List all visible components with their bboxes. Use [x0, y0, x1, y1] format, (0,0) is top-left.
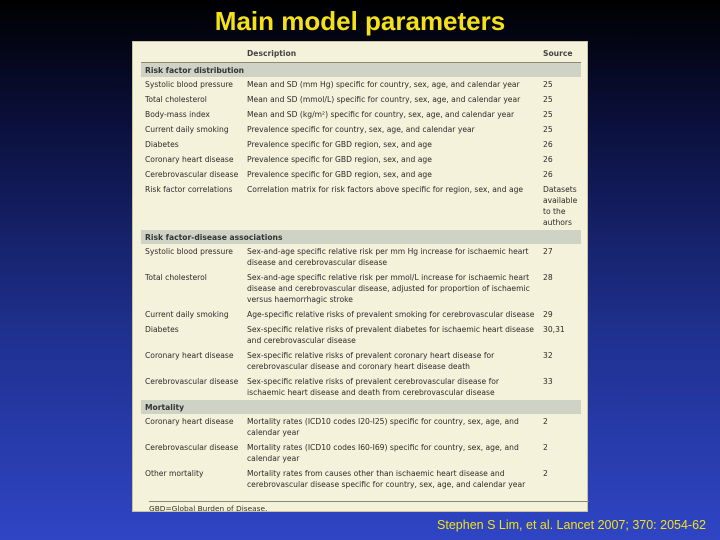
section-header-row [141, 400, 581, 414]
source-cell: 27 [543, 247, 553, 256]
source-cell: 25 [543, 110, 553, 119]
factor-cell: Other mortality [145, 469, 204, 478]
description-cell: Prevalence specific for country, sex, age, and calendar year [247, 125, 475, 134]
description-cell: Mean and SD (kg/m²) specific for country, sex, age, and calendar year [247, 110, 515, 119]
table-body [141, 63, 581, 493]
source-cell: 25 [543, 125, 553, 134]
table-header-row [141, 45, 581, 63]
factor-cell: Diabetes [145, 325, 179, 334]
table-row [141, 374, 581, 400]
factor-cell: Coronary heart disease [145, 351, 234, 360]
description-cell: Prevalence specific for GBD region, sex, and age [247, 155, 432, 164]
table-row [141, 270, 581, 307]
source-cell: 30,31 [543, 325, 565, 334]
factor-cell: Systolic blood pressure [145, 247, 233, 256]
header-factor [141, 45, 243, 63]
table-row [141, 348, 581, 374]
factor-cell: Body-mass index [145, 110, 210, 119]
table-row [141, 466, 581, 492]
table-row [141, 107, 581, 122]
description-cell: Sex-specific relative risks of prevalent coronary heart disease for cerebrovascular disease and coronary heart disease death [247, 351, 495, 371]
section-title: Risk factor-disease associations [141, 230, 581, 244]
parameters-table-image [132, 41, 588, 512]
description-cell: Sex-specific relative risks of prevalent cerebrovascular disease for ischaemic heart disease and death from cerebrovascular disease [247, 377, 500, 397]
description-cell: Correlation matrix for risk factors above specific for region, sex, and age [247, 185, 524, 194]
table-row [141, 77, 581, 92]
table-row [141, 307, 581, 322]
source-cell: 29 [543, 310, 553, 319]
factor-cell: Risk factor correlations [145, 185, 233, 194]
table-row [141, 152, 581, 167]
source-cell: 28 [543, 273, 553, 282]
factor-cell: Diabetes [145, 140, 179, 149]
description-cell: Sex-and-age specific relative risk per mmol/L increase for ischaemic heart disease and cerebrovascular disease, adjusted for proportion of ischaemic versus haemorrhagic stroke [247, 273, 530, 304]
table-row [141, 414, 581, 440]
table-row [141, 167, 581, 182]
description-cell: Prevalence specific for GBD region, sex, and age [247, 170, 432, 179]
source-cell: 26 [543, 170, 553, 179]
factor-cell: Cerebrovascular disease [145, 443, 239, 452]
table-row [141, 244, 581, 270]
description-cell: Mortality rates (ICD10 codes I20-I25) specific for country, sex, age, and calendar year [247, 417, 519, 437]
factor-cell: Cerebrovascular disease [145, 377, 239, 386]
factor-cell: Current daily smoking [145, 310, 229, 319]
source-cell: 2 [543, 443, 548, 452]
parameters-table [141, 45, 581, 492]
source-cell: 32 [543, 351, 553, 360]
factor-cell: Total cholesterol [145, 273, 207, 282]
description-cell: Mean and SD (mmol/L) specific for country, sex, age, and calendar year [247, 95, 521, 104]
source-cell: Datasets available to the authors [543, 185, 578, 227]
slide-title: Main model parameters [214, 6, 506, 36]
section-title: Mortality [141, 400, 581, 414]
description-cell: Mortality rates (ICD10 codes I60-I69) specific for country, sex, age, and calendar year [247, 443, 519, 463]
table-row [141, 440, 581, 466]
source-cell: 26 [543, 140, 553, 149]
factor-cell: Cerebrovascular disease [145, 170, 239, 179]
header-source: Source [539, 45, 581, 63]
section-title: Risk factor distribution [141, 63, 581, 78]
citation: Stephen S Lim, et al. Lancet 2007; 370: 2054-62 [437, 518, 706, 532]
factor-cell: Systolic blood pressure [145, 80, 233, 89]
header-description: Description [243, 45, 539, 63]
description-cell: Sex-specific relative risks of prevalent diabetes for ischaemic heart disease and cerebrovascular disease [247, 325, 534, 345]
section-header-row [141, 63, 581, 78]
factor-cell: Coronary heart disease [145, 417, 234, 426]
source-cell: 2 [543, 469, 548, 478]
description-cell: Mortality rates from causes other than ischaemic heart disease and cerebrovascular disease specific for country, sex, age, and calendar year [247, 469, 526, 489]
table-footnote: GBD=Global Burden of Disease. [149, 501, 589, 513]
source-cell: 26 [543, 155, 553, 164]
section-header-row [141, 230, 581, 244]
source-cell: 2 [543, 417, 548, 426]
factor-cell: Coronary heart disease [145, 155, 234, 164]
table-row [141, 322, 581, 348]
table-row [141, 137, 581, 152]
description-cell: Sex-and-age specific relative risk per mm Hg increase for ischaemic heart disease and cerebrovascular disease [247, 247, 529, 267]
source-cell: 25 [543, 80, 553, 89]
parameters-table-container [141, 45, 581, 513]
source-cell: 33 [543, 377, 553, 386]
description-cell: Prevalence specific for GBD region, sex, and age [247, 140, 432, 149]
factor-cell: Total cholesterol [145, 95, 207, 104]
source-cell: 25 [543, 95, 553, 104]
table-row [141, 92, 581, 107]
description-cell: Mean and SD (mm Hg) specific for country, sex, age, and calendar year [247, 80, 520, 89]
description-cell: Age-specific relative risks of prevalent smoking for cerebrovascular disease [247, 310, 535, 319]
table-row [141, 122, 581, 137]
table-row [141, 182, 581, 230]
factor-cell: Current daily smoking [145, 125, 229, 134]
